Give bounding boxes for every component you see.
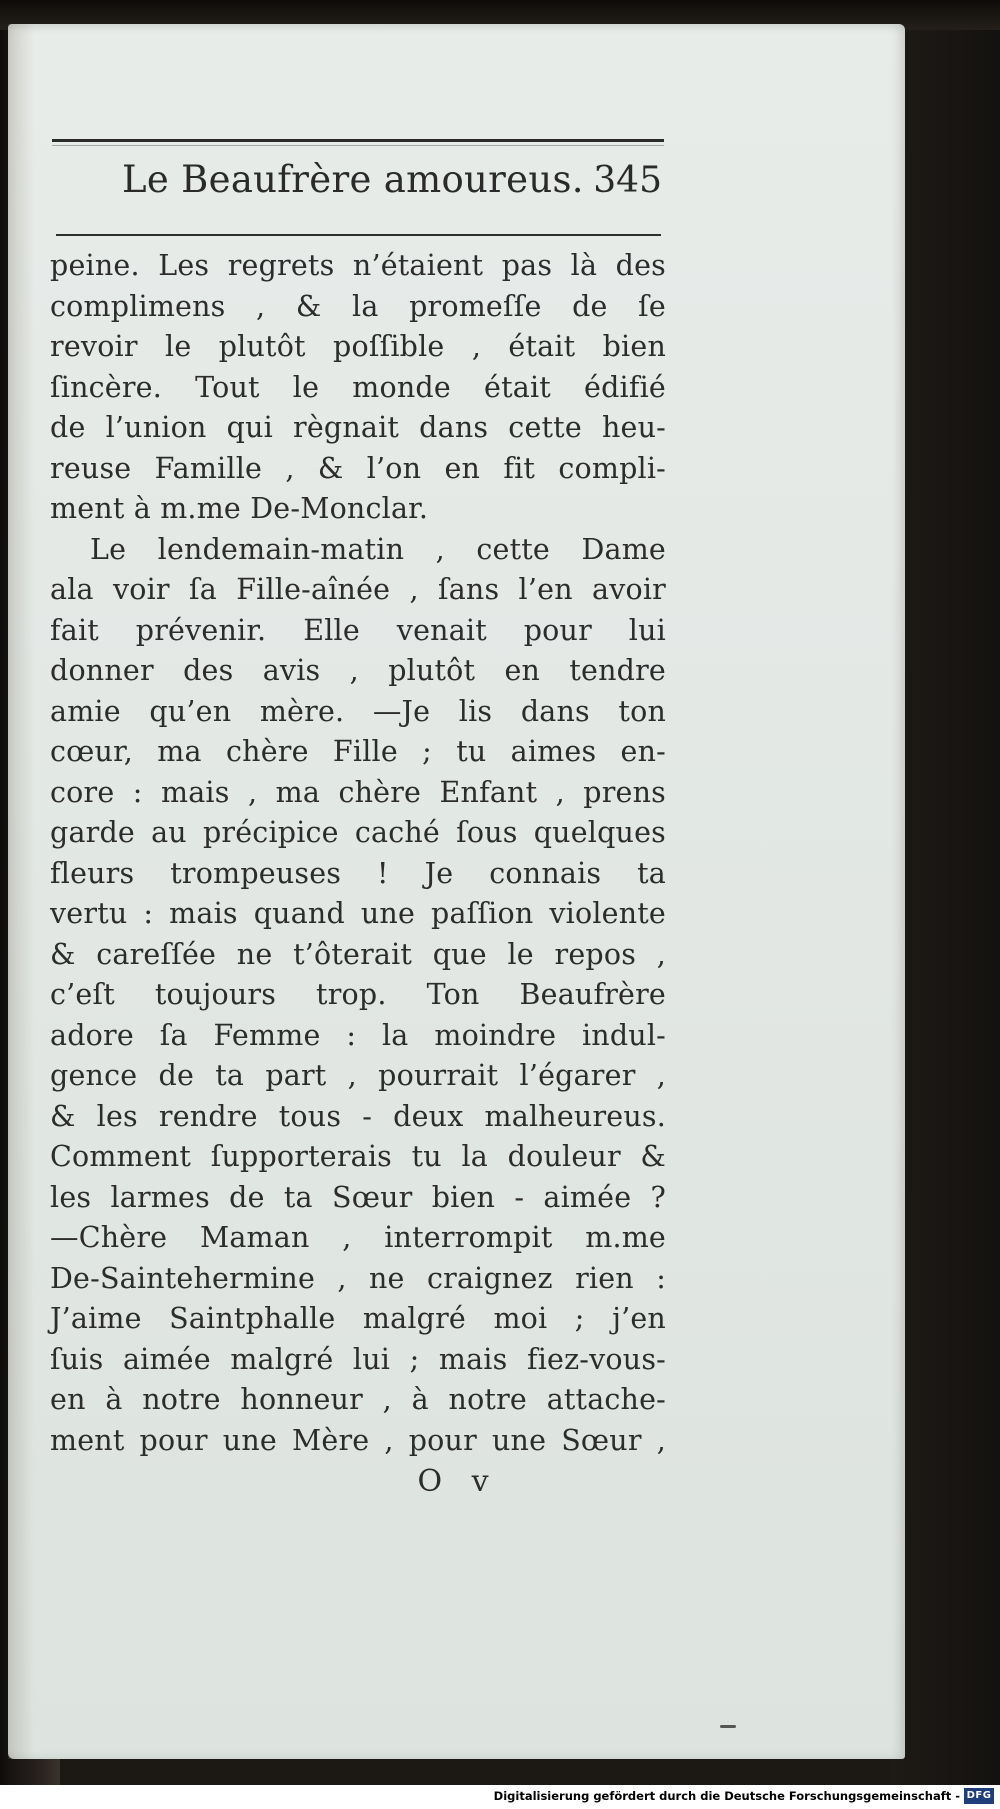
dfg-logo: DFG [964,1788,994,1804]
digitization-credit: Digitalisierung gefördert durch die Deutsche Forschungsgemeinschaft - [493,1789,960,1803]
page-gutter-curl [8,24,34,1759]
header-rule-top-thin [52,145,664,146]
running-head [116,154,666,214]
text-line: c’eſt toujours trop. Ton Beaufrère [50,978,666,1011]
text-line: de l’union qui règnait dans cette heu- [50,411,666,444]
text-line: cœur, ma chère Fille ; tu aimes en- [50,735,666,768]
text-line: en à notre honneur , à notre attache- [50,1383,666,1416]
running-title: Le Beaufrère amoureus. [122,158,584,201]
page-number: 345 [593,160,662,201]
header-rule-bottom [56,234,661,236]
text-line: complimens , & la promeſſe de ſe [50,289,666,323]
text-line: Comment ſupporterais tu la douleur & [50,1140,666,1173]
text-line: core : mais , ma chère Enfant , prens [50,775,666,809]
text-line: fait prévenir. Elle venait pour lui [50,613,666,647]
text-line: J’aime Saintphalle malgré moi ; j’en [50,1302,666,1335]
text-line: donner des avis , plutôt en tendre [50,654,666,687]
body-text [50,246,666,1461]
text-line: adore ſa Femme : la moindre indul- [50,1018,666,1052]
text-line: ment à m.me De-Monclar. [50,492,429,525]
text-line: & careſſée ne t’ôterait que le repos , [50,937,666,971]
book-page [8,24,905,1759]
text-line: Le lendemain-matin , cette Dame [90,532,666,566]
text-line: & les rendre tous - deux malheureus. [50,1099,666,1133]
text-line: amie qu’en mère. —Je lis dans ton [50,694,666,728]
text-line: fleurs trompeuses ! Je connais ta [50,856,666,890]
text-line: ment pour une Mère , pour une Sœur , [50,1423,666,1457]
text-line: garde au précipice caché ſous quelques [50,816,666,849]
text-line: gence de ta part , pourrait l’égarer , [50,1059,666,1092]
digitization-footer [0,1785,1000,1809]
text-line: reuse Famille , & l’on en fit compli- [50,451,666,485]
header-rule-top [52,139,664,142]
text-line: —Chère Maman , interrompit m.me [50,1221,666,1254]
right-background-edge [890,0,1000,1809]
text-line: revoir le plutôt poſſible , était bien [50,330,666,363]
text-line: ſuis aimée malgré lui ; mais fiez-vous- [50,1342,666,1376]
text-line: peine. Les regrets n’étaient pas là des [50,249,666,282]
text-line: De-Saintehermine , ne craignez rien : [50,1261,666,1295]
text-line: ala voir ſa Fille-aînée , ſans l’en avoir [50,573,666,606]
text-line: les larmes de ta Sœur bien - aimée ? [50,1180,666,1214]
text-line: vertu : mais quand une paſſion violente [50,897,666,930]
signature-mark: O v [417,1464,499,1499]
paper-speck [720,1725,736,1728]
text-line: ſincère. Tout le monde était édifié [50,370,666,404]
